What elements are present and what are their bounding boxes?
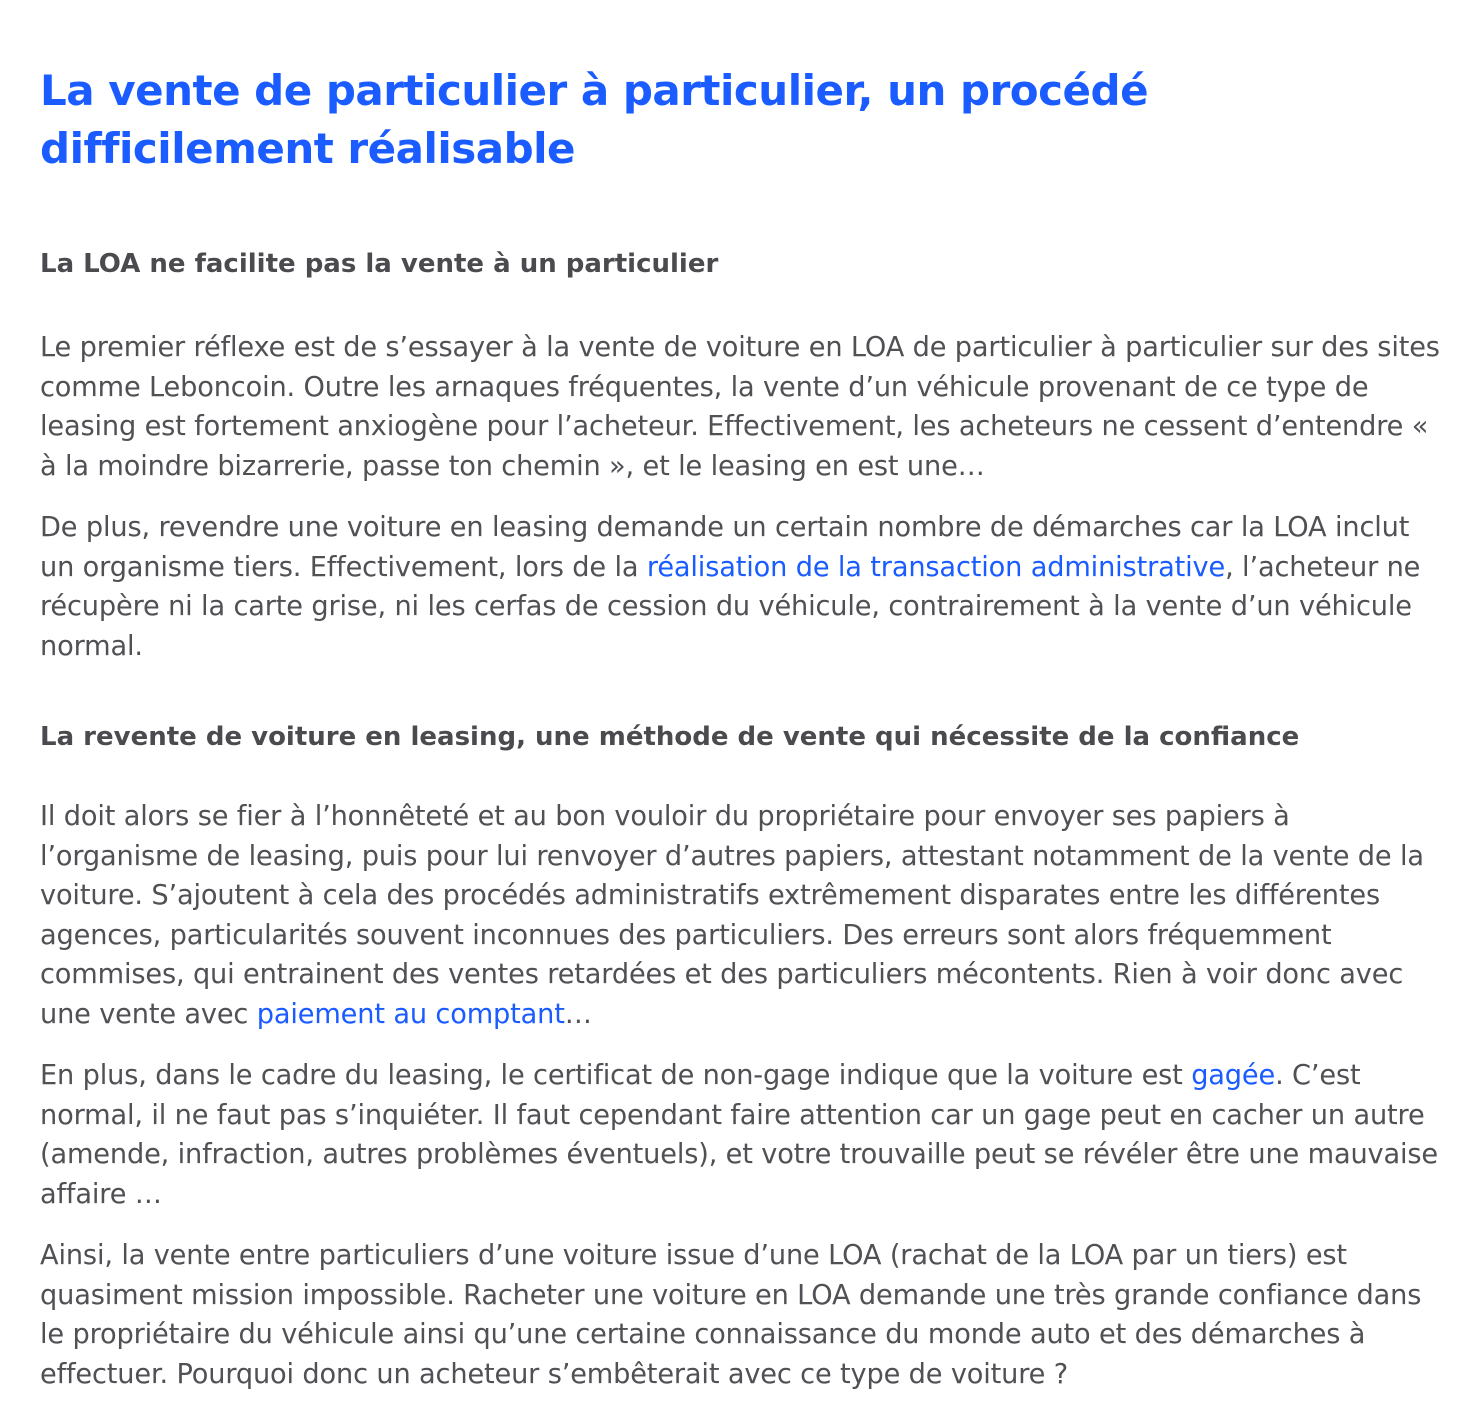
paragraph-non-gage	[40, 1056, 1447, 1214]
paragraph-text: De plus, revendre une voiture en leasing demande un certain nombre de démarches car la LOA inclut un organisme tiers. Effectivement, lors de la	[40, 512, 1410, 583]
article-title: La vente de particulier à particulier, un procédé difficilement réalisable	[40, 66, 1149, 173]
paragraph-honnetete	[40, 797, 1447, 1034]
link-gagee[interactable]: gagée	[1191, 1060, 1276, 1091]
paragraph-text: . C’est normal, il ne faut pas s’inquiéter. Il faut cependant faire attention car un gage peut en cacher un autre (amende, infraction, autres problèmes éventuels), et votre trouvaille peut se révéler être une mauvaise affaire …	[40, 1060, 1438, 1210]
paragraph-demarches	[40, 508, 1447, 666]
link-transaction-administrative[interactable]: réalisation de la transaction administrative	[646, 551, 1226, 583]
paragraph-conclusion: Ainsi, la vente entre particuliers d’une voiture issue d’une LOA (rachat de la LOA par un tiers) est quasiment mission impossible. Racheter une voiture en LOA demande une très grande confiance dans le propriétaire du véhicule ainsi qu’une certaine connaissance du monde auto et des démarches à effectuer. Pourquoi donc un acheteur s’embêterait avec ce type de voiture ?	[40, 1240, 1422, 1390]
paragraph-premier-reflexe: Le premier réflexe est de s’essayer à la vente de voiture en LOA de particulier à particulier sur des sites comme Leboncoin. Outre les arnaques fréquentes, la vente d’un véhicule provenant de ce type de leasing est fortement anxiogène pour l’acheteur. Effectivement, les acheteurs ne cessent d’entendre « à la moindre bizarrerie, passe ton chemin », et le leasing en est une…	[40, 332, 1440, 482]
section-heading-loa-vente: La LOA ne facilite pas la vente à un particulier	[40, 249, 719, 279]
paragraph-text: …	[564, 998, 592, 1030]
paragraph-text: En plus, dans le cadre du leasing, le certificat de non-gage indique que la voiture est	[40, 1060, 1192, 1091]
paragraph-text: , l’acheteur ne récupère ni la carte grise, ni les cerfas de cession du véhicule, contrairement à la vente d’un véhicule normal.	[40, 551, 1421, 662]
link-paiement-comptant[interactable]: paiement au comptant	[256, 998, 565, 1030]
section-heading-confiance: La revente de voiture en leasing, une méthode de vente qui nécessite de la confiance	[40, 722, 1300, 752]
paragraph-text: Il doit alors se fier à l’honnêteté et au bon vouloir du propriétaire pour envoyer ses papiers à l’organisme de leasing, puis pour lui renvoyer d’autres papiers, attestant notamment de la vente de la voiture. S’ajoutent à cela des procédés administratifs extrêmement disparates entre les différentes agences, particularités souvent inconnues des particuliers. Des erreurs sont alors fréquemment commises, qui entrainent des ventes retardées et des particuliers mécontents. Rien à voir donc avec une vente avec	[40, 801, 1424, 1030]
